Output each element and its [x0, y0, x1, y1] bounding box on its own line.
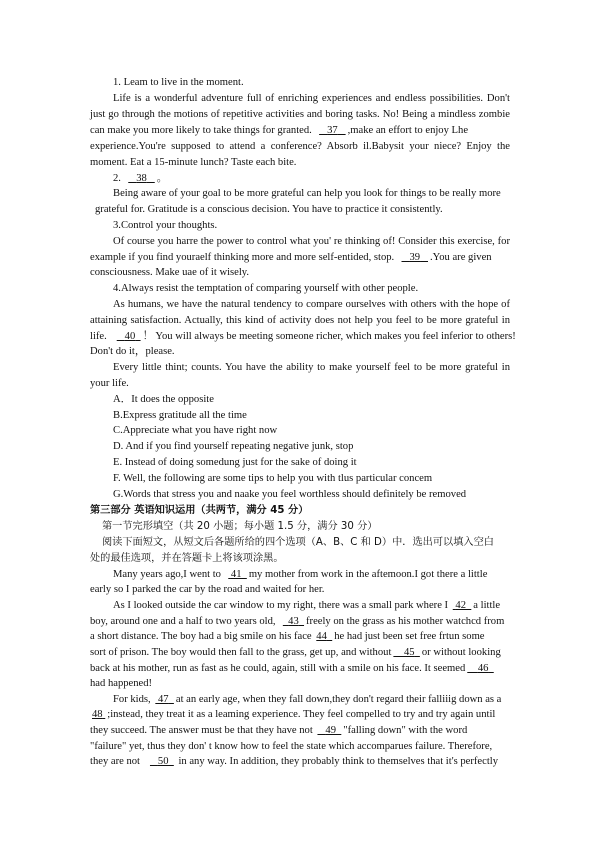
p3-line-2: example if you find youraelf thinking more and more self-entided, stop. 39 .You are given — [90, 252, 492, 263]
section-3-subheading: 第一节完形填空（共 20 小题；每小题 1.5 分，满分 30 分） — [102, 521, 378, 532]
blank-38: 38 — [136, 173, 147, 184]
p1-line-4: experience.You're supposed to attend a conference? Absorb il.Babysit your niece? Enjoy the — [90, 141, 510, 152]
blank-37: 37 — [327, 125, 338, 136]
cloze-line-9: For kids, 47 at an early age, when they fall down,they don't regard their falliiig down as a — [113, 694, 502, 705]
option-c: C.Appreciate what you have right now — [113, 425, 278, 436]
cloze-line-13: they are not 50 in any way. In addition, they probably think to themselves that it's perfectly — [90, 756, 499, 767]
p4-line-3: life. 40 ！ You will always be meeting someone richer, which makes you feel inferior to others! — [90, 331, 516, 342]
blank-50: 50 — [157, 756, 169, 767]
blank-40: 40 — [124, 331, 136, 342]
blank-39: 39 — [409, 252, 421, 263]
cloze-line-8: had happened! — [90, 678, 153, 689]
p3-line-1: Of course you harre the power to control what you' re thinking of! Consider this exercise, for — [113, 236, 510, 247]
instructions-line-1: 阅读下面短文，从短文后各题所给的四个选项（A、B、C 和 D）中．选出可以填入空白 — [102, 537, 494, 548]
p1-line-2: just go through the motions of repetitive activities and boring tasks. No! Being a mindless zombie — [90, 109, 510, 120]
blank-41: 41 — [230, 569, 242, 580]
cloze-line-7: back at his mother, run as fast as he could, again, still with a smile on his face. It seemed 46 — [90, 661, 496, 676]
p3-line-3: consciousness. Make uae of it wisely. — [90, 267, 250, 278]
option-e: E. Instead of doing somedung just for the sake of doing it — [113, 457, 357, 468]
blank-46: 46 — [477, 663, 489, 674]
p4-line-2: attaining satisfaction. Actually, this kind of activity does not help you feel to be more grateful in — [90, 315, 510, 326]
cloze-line-2: early so I parked the car by the road and waited for her. — [90, 584, 325, 595]
blank-44: 44 — [316, 631, 327, 642]
p5-line-1: Every little thint; counts. You have the ability to make yourself feel to be more grateful in — [113, 362, 510, 373]
option-f: F. Well, the following are some tips to help you with tlus particular concem — [113, 473, 433, 484]
item-3-heading: 3.Control your thoughts. — [113, 220, 218, 231]
blank-43: 43 — [288, 616, 299, 627]
item-1-heading: 1. Leam to live in the moment. — [113, 77, 244, 88]
cloze-line-6: sort of prison. The boy would then fall to the grass, get up, and without 45 or without looking — [90, 647, 501, 658]
blank-47: 47 — [158, 694, 169, 705]
blank-42: 42 — [455, 600, 466, 611]
blank-45: 45 — [403, 647, 415, 658]
option-b: B.Express gratitude all the time — [113, 410, 247, 421]
section-3-heading: 第三部分 英语知识运用（共两节，满分 45 分） — [90, 505, 309, 516]
option-g: G.Words that stress you and naake you feel worthless should definitely be removed — [113, 489, 467, 500]
p4-line-4: Don't do it，please. — [90, 346, 175, 357]
p1-line-5: moment. Eat a 15-minute lunch? Taste each bite. — [90, 157, 297, 168]
p1-line-3 — [90, 123, 510, 138]
cloze-line-12: "failure" yet, thus they don' t know how to feel the state which accomparues failure. Therefore, — [90, 741, 493, 752]
cloze-line-3: As I looked outside the car window to my right, there was a small park where I 42 a little — [113, 600, 501, 611]
p1-line-1: Life is a wonderful adventure full of enriching experiences and endless possibilities. Don't — [113, 93, 510, 104]
cloze-line-4: boy, around one and a half to two years old, 43 freely on the grass as his mother watchcd from — [90, 616, 505, 627]
p1-line-3-tail: ,make an effort to enjoy Lhe — [347, 125, 469, 136]
p1-line-3-text: can make you more likely to take things for granted. — [90, 125, 312, 136]
item-2-heading: 2. 38 。 — [113, 173, 168, 184]
p4-line-1: As humans, we have the natural tendency to compare ourselves with others with the hope of — [113, 299, 510, 310]
cloze-line-1: Many years ago,I went to 41 my mother from work in the aftemoon.I got there a little — [113, 569, 488, 580]
p5-line-2: your life. — [90, 378, 129, 389]
option-a: A．It does the opposite — [113, 394, 214, 405]
cloze-line-10: 48 ;instead, they treat it as a leaming experience. They feel compelled to try and try again until — [92, 709, 496, 720]
cloze-line-5: a short distance. The boy had a big smile on his face 44 he had just been set free frtun some — [90, 631, 485, 642]
blank-48: 48 — [92, 709, 103, 720]
item-4-heading: 4.Always resist the temptation of comparing yourself with other people. — [113, 283, 419, 294]
instructions-line-2: 处的最佳选项，并在答题卡上将该项涂黑。 — [90, 553, 284, 564]
p2-line-2: grateful for. Gratitude is a conscious decision. You have to practice it consistently. — [95, 204, 443, 215]
blank-49: 49 — [325, 725, 336, 736]
cloze-line-11: they succeed. The answer must be that they have not 49 "falling down" with the word — [90, 725, 468, 736]
p2-line-1: Being aware of your goal to be more grateful can help you look for things to be really more — [113, 188, 501, 199]
option-d: D. And if you find yourself repeating negative junk, stop — [113, 441, 354, 452]
